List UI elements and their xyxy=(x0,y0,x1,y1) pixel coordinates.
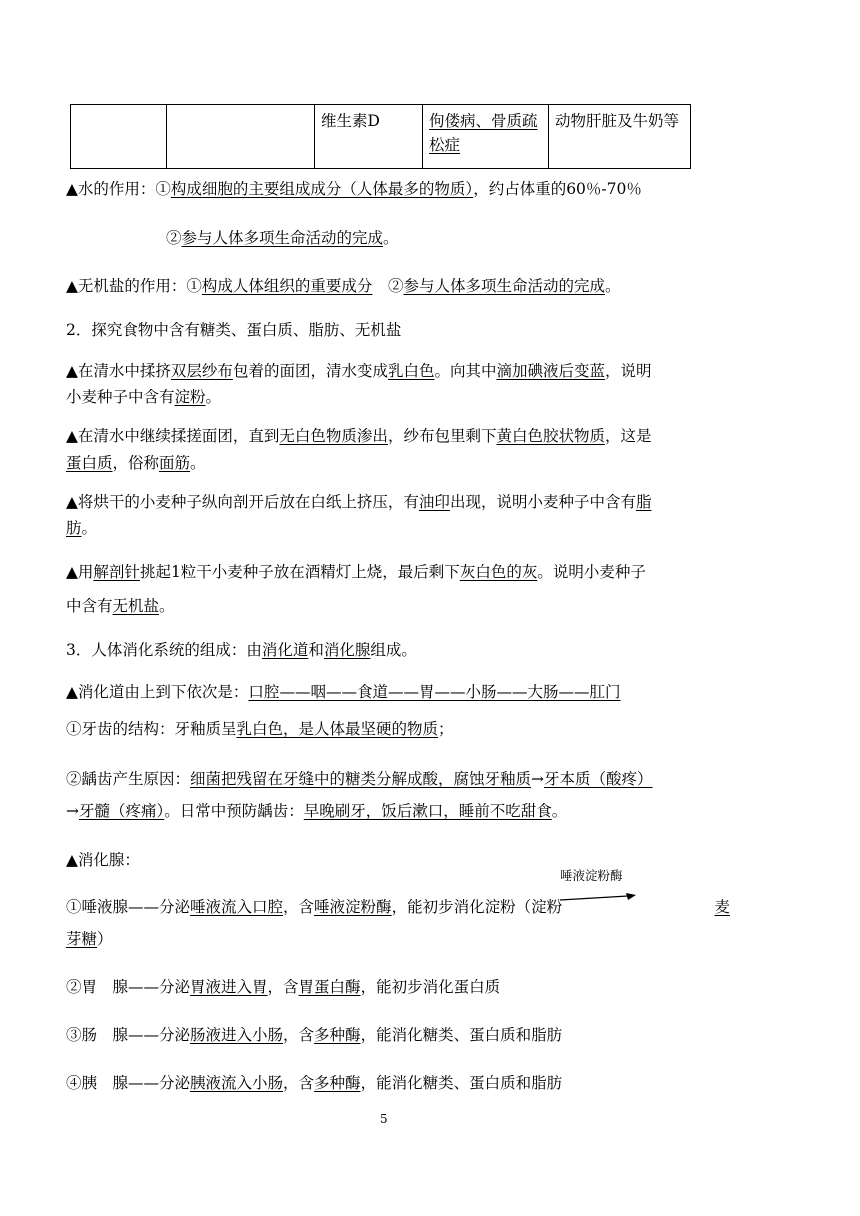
tract-part: 肛门 xyxy=(589,683,621,701)
tract-part: 大肠 xyxy=(527,683,559,701)
salt-function-line: ▲无机盐的作用：①构成人体组织的重要成分 ②参与人体多项生命活动的完成。 xyxy=(66,277,621,295)
table-cell: 维生素D xyxy=(315,105,423,169)
experiment-4-line1: ▲用解剖针挑起1粒干小麦种子放在酒精灯上烧，最后剩下灰白色的灰。说明小麦种子 xyxy=(66,563,646,581)
experiment-4-line2: 中含有无机盐。 xyxy=(66,597,175,615)
experiment-2-line2: 蛋白质，俗称面筋。 xyxy=(66,454,206,472)
digestive-tract-line: ▲消化道由上到下依次是：口腔——咽——食道——胃——小肠——大肠——肛门 xyxy=(66,683,621,701)
tract-part: 胃 xyxy=(418,683,435,701)
table-cell xyxy=(167,105,315,169)
tract-part: 口腔 xyxy=(248,683,280,701)
experiment-1-line2: 小麦种子中含有淀粉。 xyxy=(66,388,222,406)
table-cell: 动物肝脏及牛奶等 xyxy=(549,105,691,169)
intestinal-gland-line: ③肠 腺——分泌肠液进入小肠，含多种酶，能消化糖类、蛋白质和脂肪 xyxy=(66,1026,563,1044)
tract-part: 小肠 xyxy=(465,683,497,701)
gastric-gland-line: ②胃 腺——分泌胃液进入胃，含胃蛋白酶，能初步消化蛋白质 xyxy=(66,978,501,996)
table-row xyxy=(71,105,691,169)
salivary-gland-line2: 芽糖） xyxy=(66,930,113,948)
tract-part: 食道 xyxy=(356,683,388,701)
teeth-structure-line: ①牙齿的结构：牙釉质呈乳白色，是人体最坚硬的物质； xyxy=(66,720,454,738)
table-cell: 佝偻病、骨质疏松症 xyxy=(423,105,549,169)
tract-part: 咽 xyxy=(310,683,326,701)
glands-heading: ▲消化腺： xyxy=(66,851,140,869)
salivary-gland-line1: ①唾液腺——分泌唾液流入口腔，含唾液淀粉酶，能初步消化淀粉（淀粉 麦 xyxy=(66,898,730,916)
section-2-heading: 2．探究食物中含有糖类、蛋白质、脂肪、无机盐 xyxy=(66,321,402,339)
section-3-heading: 3．人体消化系统的组成：由消化道和消化腺组成。 xyxy=(66,641,417,659)
caries-line1: ②龋齿产生原因：细菌把残留在牙缝中的糖类分解成酸，腐蚀牙釉质→牙本质（酸疼） xyxy=(66,770,653,788)
page-number: 5 xyxy=(380,1112,388,1126)
enzyme-arrow-label: 唾液淀粉酶 xyxy=(560,868,623,883)
experiment-3-line1: ▲将烘干的小麦种子纵向剖开后放在白纸上挤压，有油印出现，说明小麦种子中含有脂 xyxy=(66,493,652,511)
caries-line2: →牙髓（疼痛）。日常中预防龋齿：早晚刷牙，饭后漱口，睡前不吃甜食。 xyxy=(66,802,568,820)
pancreas-line: ④胰 腺——分泌胰液流入小肠，含多种酶，能消化糖类、蛋白质和脂肪 xyxy=(66,1074,563,1092)
water-function-line2: ②参与人体多项生命活动的完成。 xyxy=(166,229,399,247)
table-cell xyxy=(71,105,167,169)
experiment-3-line2: 肪。 xyxy=(66,519,98,537)
experiment-1-line1: ▲在清水中揉挤双层纱布包着的面团，清水变成乳白色。向其中滴加碘液后变蓝，说明 xyxy=(66,362,652,380)
vitamin-table xyxy=(70,104,691,169)
experiment-2-line1: ▲在清水中继续揉搓面团，直到无白色物质渗出，纱布包里剩下黄白色胶状物质，这是 xyxy=(66,427,652,445)
water-function-line1: ▲水的作用：①构成细胞的主要组成成分（人体最多的物质），约占体重的60％-70％ xyxy=(66,180,642,198)
